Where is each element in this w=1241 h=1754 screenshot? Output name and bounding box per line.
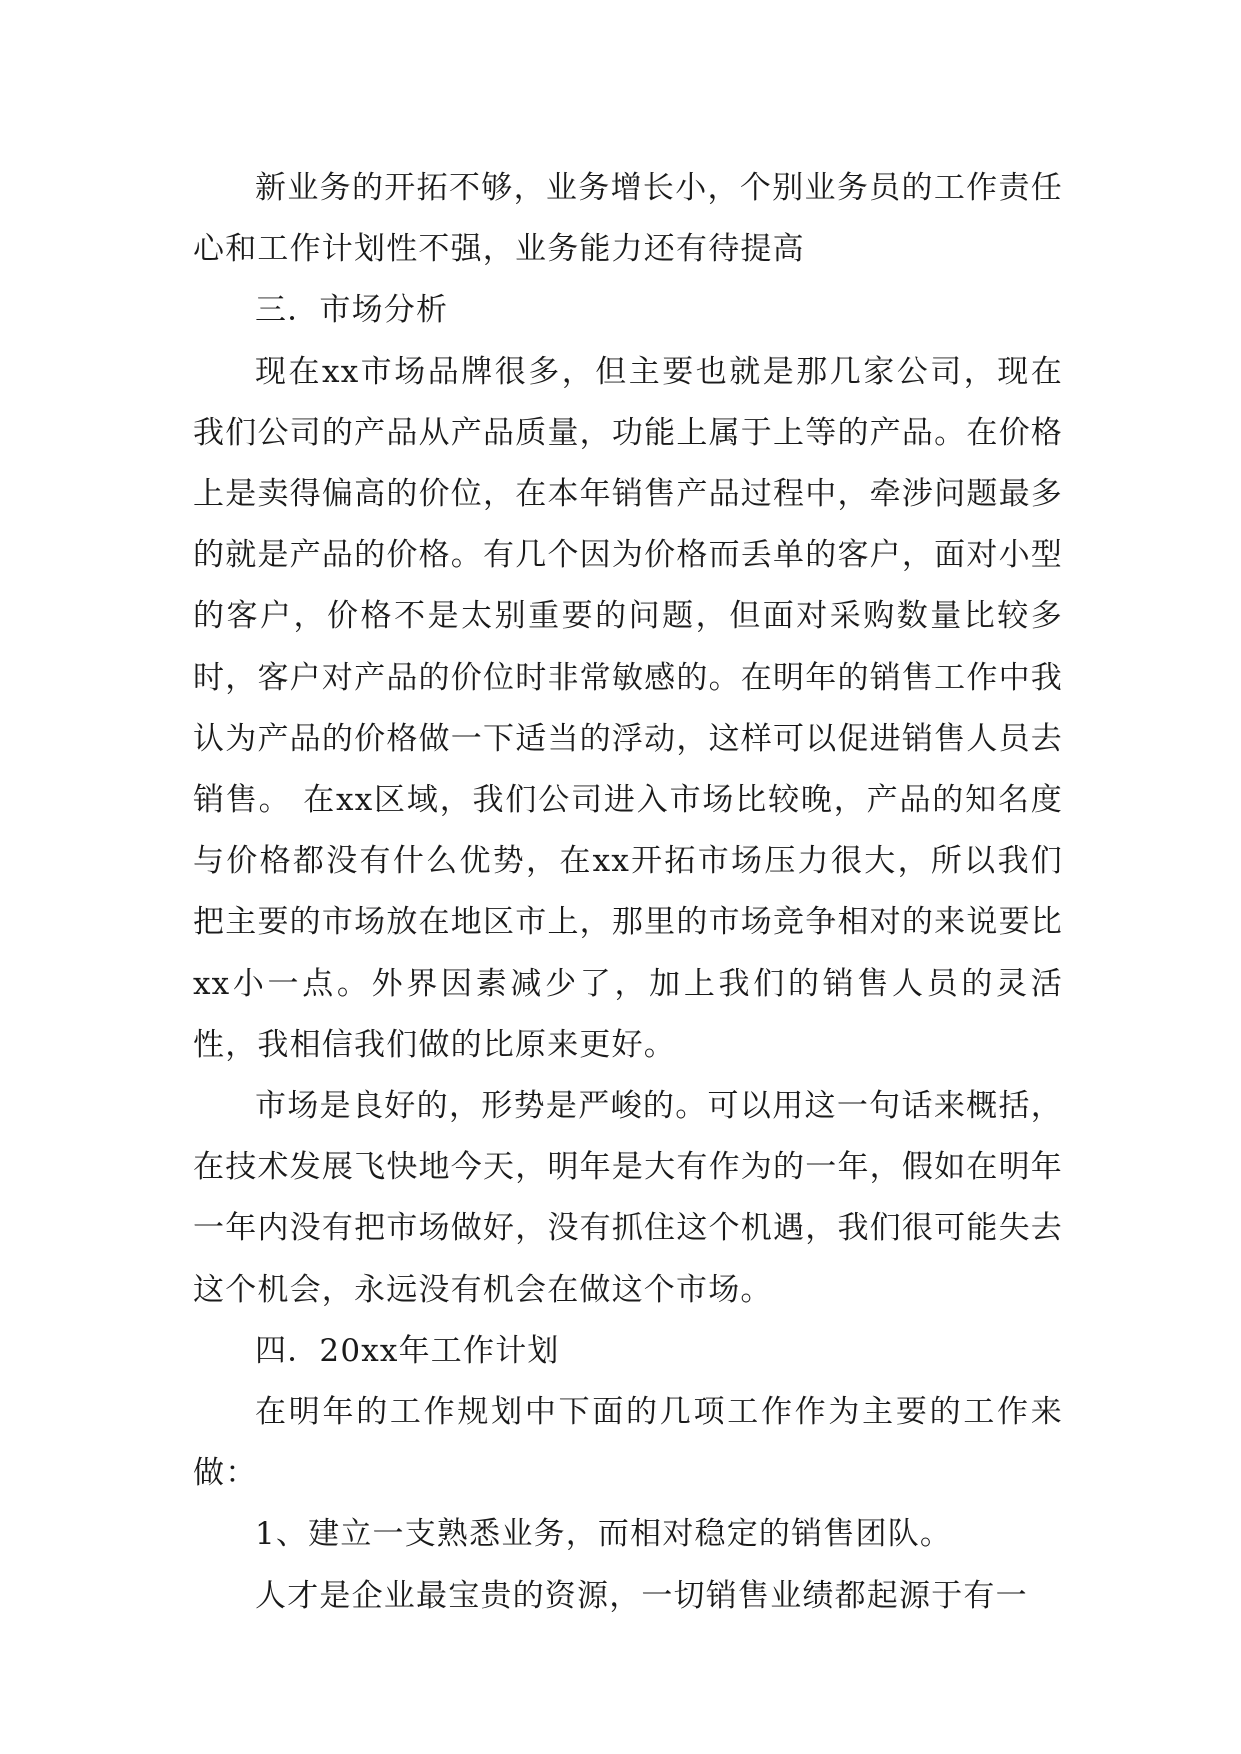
paragraph-plan-intro: 在明年的工作规划中下面的几项工作作为主要的工作来做：: [193, 1394, 1063, 1492]
paragraph-market-outlook: 市场是良好的，形势是严峻的。可以用这一句话来概括，在技术发展飞快地今天，明年是大有作为的一年，假如在明年一年内没有把市场做好，没有抓住这个机遇，我们很可能失去这个机会，永远没有机会在做这个市场。: [193, 1088, 1063, 1308]
section-heading-work-plan: 四．20xx年工作计划: [255, 1332, 560, 1369]
paragraph-market-analysis: 现在xx市场品牌很多，但主要也就是那几家公司，现在我们公司的产品从产品质量，功能上属于上等的产品。在价格上是卖得偏高的价位，在本年销售产品过程中，牵涉问题最多的就是产品的价格。有几个因为价格而丢单的客户，面对小型的客户，价格不是太别重要的问题，但面对采购数量比较多时，客户对产品的价位时非常敏感的。在明年的销售工作中我认为产品的价格做一下适当的浮动，这样可以促进销售人员去销售。 在xx区域，我们公司进入市场比较晚，产品的知名度与价格都没有什么优势，在xx开拓市场压力很大，所以我们把主要的市场放在地区市上，那里的市场竞争相对的来说要比xx小一点。外界因素减少了，加上我们的销售人员的灵活性，我相信我们做的比原来更好。: [193, 353, 1063, 1063]
document-body: [193, 158, 1063, 1627]
paragraph-talent: 人才是企业最宝贵的资源，一切销售业绩都起源于有一: [255, 1577, 1028, 1614]
paragraph-business-issues: 新业务的开拓不够，业务增长小，个别业务员的工作责任心和工作计划性不强，业务能力还有待提高: [193, 170, 1063, 268]
list-item-plan-1: 1、建立一支熟悉业务，而相对稳定的销售团队。: [255, 1516, 953, 1553]
section-heading-market-analysis: 三．市场分析: [255, 292, 449, 329]
